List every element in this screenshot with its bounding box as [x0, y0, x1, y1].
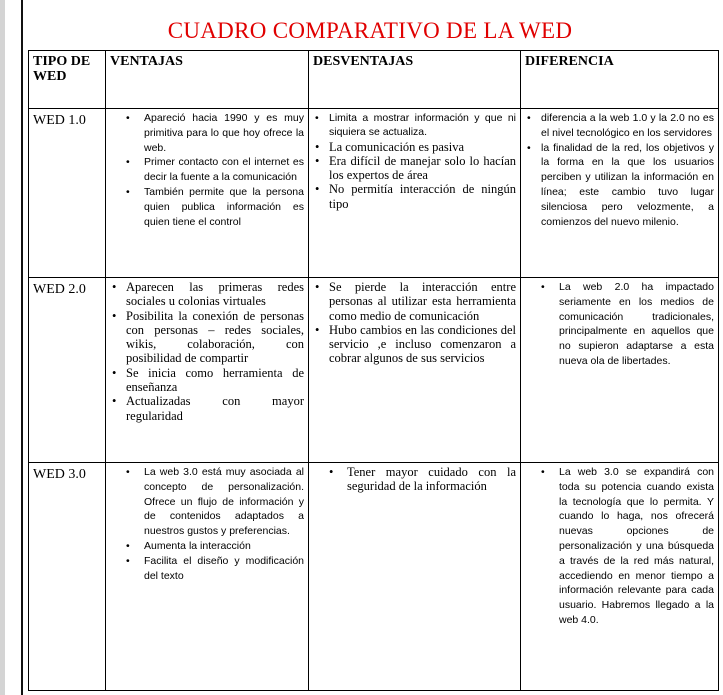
list-item: • Hubo cambios en las condiciones del servicio ,e incluso comenzaron a cobrar algunos de sus servicios: [313, 323, 516, 366]
list-item: • Actualizadas con mayor regularidad: [110, 394, 304, 423]
desventajas-cell: [309, 463, 521, 691]
diferencia-cell: [521, 278, 719, 463]
document-title: CUADRO COMPARATIVO DE LA WED: [167, 18, 573, 43]
list-item: • La web 3.0 está muy asociada al concepto de personalización. Ofrece un flujo de información y de contenidos adaptados a nuestros gustos y preferencias.: [110, 465, 304, 539]
ventajas-cell: [106, 278, 309, 463]
ventajas-cell: [106, 463, 309, 691]
header-diferencia: DIFERENCIA: [521, 51, 719, 109]
list-item: • La comunicación es pasiva: [313, 140, 516, 154]
list-item: • Primer contacto con el internet es decir la fuente a la comunicación: [110, 155, 304, 185]
diferencia-cell: [521, 109, 719, 278]
desventajas-cell: [309, 109, 521, 278]
list-item: • Facilita el diseño y modificación del texto: [110, 554, 304, 584]
list-item: • Aparecen las primeras redes sociales u colonias virtuales: [110, 280, 304, 309]
list-item: • Se inicia como herramienta de enseñanza: [110, 366, 304, 395]
list-item: • También permite que la persona quien publica información es quien tiene el control: [110, 185, 304, 229]
ventajas-cell: [106, 109, 309, 278]
list-item: • Aumenta la interacción: [110, 539, 304, 554]
list-item: • Limita a mostrar información y que ni siquiera se actualiza.: [313, 111, 516, 140]
row-type-label: WED 1.0: [29, 109, 106, 278]
table-row: [29, 109, 719, 278]
header-tipo: TIPO DE WED: [29, 51, 106, 109]
list-item: • La web 2.0 ha impactado seriamente en los medios de comunicación tradicionales, principalmente en aquellos que no supieron adaptarse a esta nueva ola de libertades.: [525, 280, 714, 369]
list-item: • Era difícil de manejar solo lo hacían los expertos de área: [313, 154, 516, 183]
list-item: • La web 3.0 se expandirá con toda su potencia cuando exista la tecnología que lo permita. Y cuando lo haga, nos ofrecerá nuevas opciones de personalización y una búsqueda a través de la red más natural, accediendo en menor tiempo a información relevante para cada usuario. Habremos llegado a la web 4.0.: [525, 465, 714, 628]
header-ventajas: VENTAJAS: [106, 51, 309, 109]
comparison-table: [28, 50, 719, 691]
diferencia-cell: [521, 463, 719, 691]
row-type-label: WED 2.0: [29, 278, 106, 463]
table-row: [29, 463, 719, 691]
desventajas-cell: [309, 278, 521, 463]
list-item: • la finalidad de la red, los objetivos y la forma en la que los usuarios perciben y utilizan la información en línea; este cambio tuvo lugar silenciosa pero velozmente, a comienzos del nuevo milenio.: [525, 141, 714, 230]
table-row: [29, 278, 719, 463]
list-item: • diferencia a la web 1.0 y la 2.0 no es el nivel tecnológico en los servidores: [525, 111, 714, 141]
list-item: • Apareció hacia 1990 y es muy primitiva para lo que hoy ofrece la web.: [110, 111, 304, 155]
list-item: • No permitía interacción de ningún tipo: [313, 182, 516, 211]
page-edge-line: [21, 0, 23, 695]
list-item: • Tener mayor cuidado con la seguridad de la información: [313, 465, 516, 494]
list-item: • Se pierde la interacción entre personas al utilizar esta herramienta como medio de comunicación: [313, 280, 516, 323]
list-item: • Posibilita la conexión de personas con personas – redes sociales, wikis, colaboración, con posibilidad de compartir: [110, 309, 304, 366]
left-gutter: [0, 0, 5, 695]
header-row: [29, 51, 719, 109]
header-desventajas: DESVENTAJAS: [309, 51, 521, 109]
row-type-label: WED 3.0: [29, 463, 106, 691]
